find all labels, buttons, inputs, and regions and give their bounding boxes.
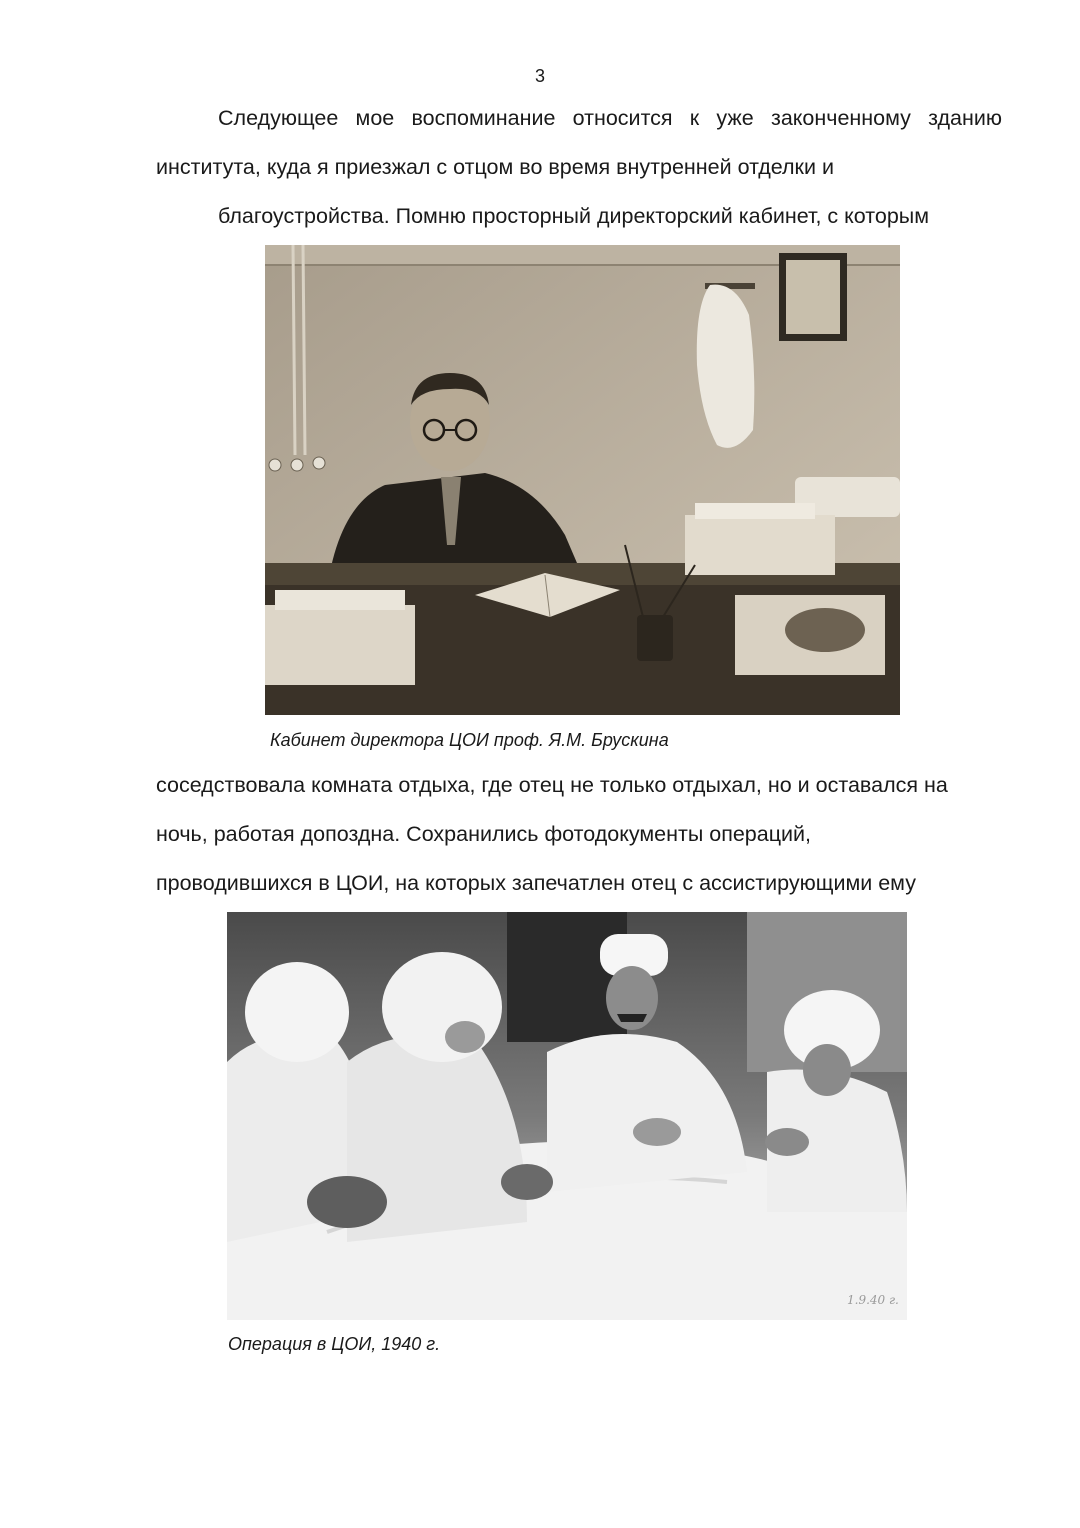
paragraph-2 xyxy=(156,761,1002,908)
paragraph-1-line-3: благоустройства. Помню просторный директорский кабинет, с которым xyxy=(218,204,930,228)
operation-photo xyxy=(227,912,907,1320)
paragraph-1 xyxy=(156,94,1002,241)
operation-photo-caption: Операция в ЦОИ, 1940 г. xyxy=(228,1334,441,1354)
paragraph-2-line-1: соседствовала комната отдыха, где отец не только отдыхал, но и оставался на xyxy=(156,773,948,797)
handwritten-date: 1.9.40 г. xyxy=(847,1293,899,1307)
office-photo xyxy=(265,245,900,715)
paragraph-1-line-1: Следующее мое воспоминание относится к уже законченному зданию xyxy=(218,106,1002,130)
office-photo-illustration xyxy=(265,245,900,715)
paragraph-1-line-2: института, куда я приезжал с отцом во время внутренней отделки и xyxy=(156,155,834,179)
office-photo-caption: Кабинет директора ЦОИ проф. Я.М. Брускина xyxy=(270,730,669,750)
paragraph-2-line-2: ночь, работая допоздна. Сохранились фотодокументы операций, xyxy=(156,822,812,846)
page-number: 3 xyxy=(534,66,545,86)
operation-photo-illustration xyxy=(227,912,907,1320)
paragraph-2-line-3: проводившихся в ЦОИ, на которых запечатлен отец с ассистирующими ему xyxy=(156,871,916,895)
